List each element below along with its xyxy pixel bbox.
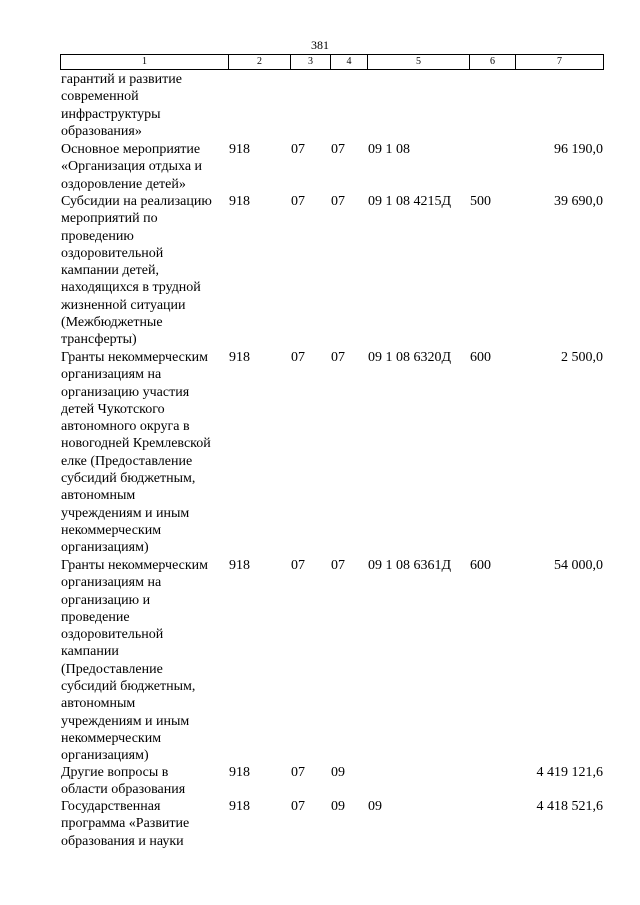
- row-name-line: оздоровительной: [61, 245, 164, 261]
- row-name-line: елке (Предоставление: [61, 453, 193, 469]
- row-admin-code: 918: [229, 350, 250, 365]
- row-name-line: Другие вопросы в: [61, 765, 169, 780]
- row-section: 07: [291, 558, 305, 573]
- row-name: [61, 193, 229, 349]
- row-name-line: организациям на: [61, 575, 162, 591]
- row-name-line: автономного округа в: [61, 419, 190, 435]
- row-admin-code: 918: [229, 142, 250, 157]
- row-subsection: 07: [331, 350, 345, 365]
- row-name-line: области образования: [61, 782, 186, 798]
- header-col-6: 6: [470, 55, 516, 70]
- row-name-line: детей Чукотского: [61, 401, 165, 417]
- row-name-line: оздоровление детей»: [61, 176, 186, 192]
- row-name-line: кампании детей,: [61, 263, 160, 279]
- row-name-line: оздоровительной: [61, 627, 164, 643]
- row-name: [61, 71, 229, 140]
- row-name-line: организацию участия: [61, 384, 190, 400]
- row-section: 07: [291, 142, 305, 157]
- row-name-line: организацию и: [61, 592, 151, 608]
- row-name-line: организациям на: [61, 367, 162, 383]
- header-col-3: 3: [291, 55, 331, 70]
- row-name: [61, 764, 229, 799]
- row-name-line: проведение: [61, 609, 130, 625]
- row-name-line: новогодней Кремлевской: [61, 436, 211, 452]
- row-name-line: (Межбюджетные: [61, 315, 163, 331]
- row-name-line: учреждениям и иным: [61, 713, 190, 729]
- row-name-line: Гранты некоммерческим: [61, 558, 209, 573]
- row-name-line: Гранты некоммерческим: [61, 350, 209, 365]
- header-col-7: 7: [516, 55, 604, 70]
- row-name-line: некоммерческим: [61, 730, 162, 746]
- header-row: [61, 55, 604, 70]
- header-col-1: 1: [61, 55, 229, 70]
- row-amount: 2 500,0: [561, 350, 603, 365]
- page-number: 381: [311, 38, 329, 52]
- row-name: [61, 141, 229, 193]
- row-section: 07: [291, 194, 305, 209]
- row-name-line: организациям): [61, 748, 149, 764]
- row-subsection: 07: [331, 194, 345, 209]
- row-name-line: «Организация отдыха и: [61, 159, 203, 175]
- row-admin-code: 918: [229, 558, 250, 573]
- row-name: [61, 349, 229, 557]
- row-name-line: программа «Развитие: [61, 816, 190, 832]
- row-expense-type: 600: [470, 350, 491, 365]
- row-name-line: (Предоставление: [61, 661, 163, 677]
- row-admin-code: 918: [229, 765, 250, 780]
- row-name-line: субсидий бюджетным,: [61, 679, 196, 695]
- row-section: 07: [291, 799, 305, 814]
- row-admin-code: 918: [229, 194, 250, 209]
- row-name-line: современной: [61, 89, 139, 105]
- row-amount: 54 000,0: [554, 558, 603, 573]
- row-target-article: 09 1 08 6361Д: [368, 558, 452, 573]
- row-name-line: образования»: [61, 123, 142, 139]
- row-target-article: 09 1 08: [368, 142, 410, 157]
- row-name-line: некоммерческим: [61, 522, 162, 538]
- row-subsection: 09: [331, 799, 345, 814]
- row-amount: 39 690,0: [554, 194, 603, 209]
- row-name-line: Государственная: [61, 799, 161, 814]
- row-name-line: трансферты): [61, 332, 137, 348]
- row-name-line: субсидий бюджетным,: [61, 471, 196, 487]
- row-name-line: кампании: [61, 644, 119, 660]
- header-col-5: 5: [368, 55, 470, 70]
- row-name-line: мероприятий по: [61, 211, 158, 227]
- header-col-2: 2: [229, 55, 291, 70]
- row-amount: 4 418 521,6: [536, 799, 603, 814]
- row-name-line: Основное мероприятие: [61, 142, 201, 157]
- row-subsection: 07: [331, 142, 345, 157]
- row-admin-code: 918: [229, 799, 250, 814]
- header-col-4: 4: [331, 55, 368, 70]
- row-name-line: Субсидии на реализацию: [61, 194, 212, 209]
- row-name-line: организациям): [61, 540, 149, 556]
- row-subsection: 07: [331, 558, 345, 573]
- row-name-line: учреждениям и иным: [61, 505, 190, 521]
- row-expense-type: 600: [470, 558, 491, 573]
- row-name-line: образования и науки: [61, 833, 184, 849]
- row-name-line: гарантий и развитие: [61, 72, 182, 87]
- row-name: [61, 557, 229, 765]
- row-section: 07: [291, 350, 305, 365]
- row-target-article: 09: [368, 799, 382, 814]
- row-name-line: автономным: [61, 696, 136, 712]
- row-section: 07: [291, 765, 305, 780]
- row-amount: 96 190,0: [554, 142, 603, 157]
- row-name: [61, 798, 229, 850]
- column-number-header: [60, 54, 604, 70]
- row-subsection: 09: [331, 765, 345, 780]
- row-name-line: находящихся в трудной: [61, 280, 201, 296]
- row-expense-type: 500: [470, 194, 491, 209]
- row-amount: 4 419 121,6: [536, 765, 603, 780]
- row-target-article: 09 1 08 6320Д: [368, 350, 452, 365]
- row-name-line: автономным: [61, 488, 136, 504]
- row-name-line: инфраструктуры: [61, 106, 161, 122]
- row-name-line: жизненной ситуации: [61, 297, 186, 313]
- row-name-line: проведению: [61, 228, 134, 244]
- row-target-article: 09 1 08 4215Д: [368, 194, 452, 209]
